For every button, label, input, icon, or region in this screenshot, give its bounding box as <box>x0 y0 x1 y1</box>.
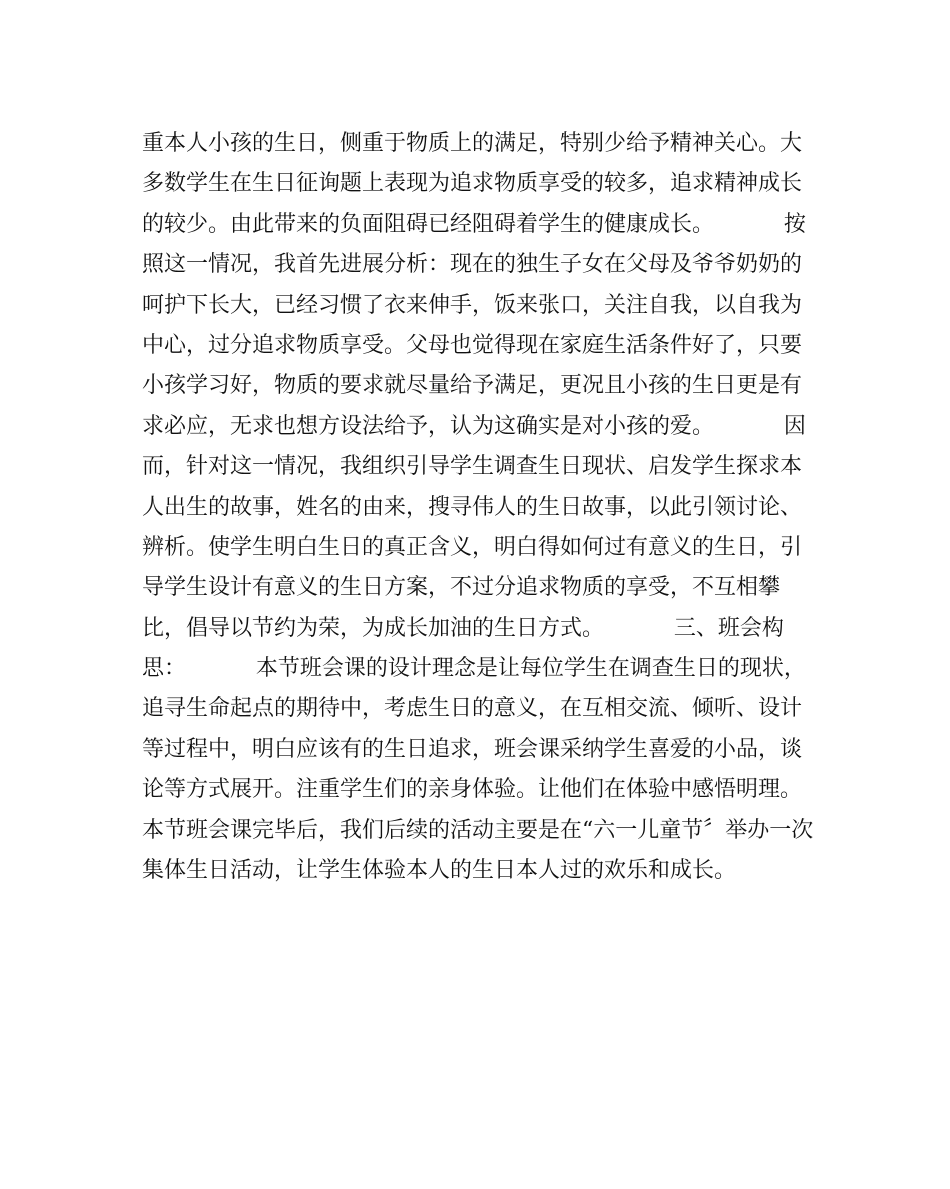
text-line: 论等方式展开。注重学生们的亲身体验。让他们在体验中感悟明理。 <box>142 777 803 803</box>
text-line: 导学生设计有意义的生日方案，不过分追求物质的享受，不互相攀 <box>142 575 781 601</box>
text-line: 人出生的故事，姓名的由来，搜寻伟人的生日故事，以此引领讨论、 <box>142 494 803 520</box>
text-line: 呵护下长大，已经习惯了衣来伸手，饭来张口，关注自我，以自我为 <box>142 292 803 318</box>
body-text <box>142 124 822 891</box>
text-line: 本节班会课完毕后，我们后续的活动主要是在“六一儿童节〞举办一次 <box>142 817 814 843</box>
text-line: 追寻生命起点的期待中，考虑生日的意义，在互相交流、倾听、设计 <box>142 696 803 722</box>
text-line: 而，针对这一情况，我组织引导学生调查生日现状、启发学生探求本 <box>142 454 803 480</box>
text-line: 思： 本节班会课的设计理念是让每位学生在调查生日的现状， <box>142 656 806 682</box>
text-line: 的较少。由此带来的负面阻碍已经阻碍着学生的健康成长。 按 <box>142 211 806 237</box>
text-line: 小孩学习好，物质的要求就尽量给予满足，更况且小孩的生日更是有 <box>142 373 803 399</box>
text-line: 比，倡导以节约为荣，为成长加油的生日方式。 三、班会构 <box>142 615 784 641</box>
text-line: 照这一情况，我首先进展分析：现在的独生子女在父母及爷爷奶奶的 <box>142 252 803 278</box>
text-line: 集体生日活动，让学生体验本人的生日本人过的欢乐和成长。 <box>142 858 737 884</box>
text-line: 求必应，无求也想方设法给予，认为这确实是对小孩的爱。 因 <box>142 413 806 439</box>
text-line: 多数学生在生日征询题上表现为追求物质享受的较多，追求精神成长 <box>142 171 803 197</box>
text-line: 等过程中，明白应该有的生日追求，班会课采纳学生喜爱的小品，谈 <box>142 736 803 762</box>
text-line: 辨析。使学生明白生日的真正含义，明白得如何过有意义的生日，引 <box>142 534 803 560</box>
text-line: 中心，过分追求物质享受。父母也觉得现在家庭生活条件好了，只要 <box>142 332 803 358</box>
text-line: 重本人小孩的生日，侧重于物质上的满足，特别少给予精神关心。大 <box>142 131 803 156</box>
